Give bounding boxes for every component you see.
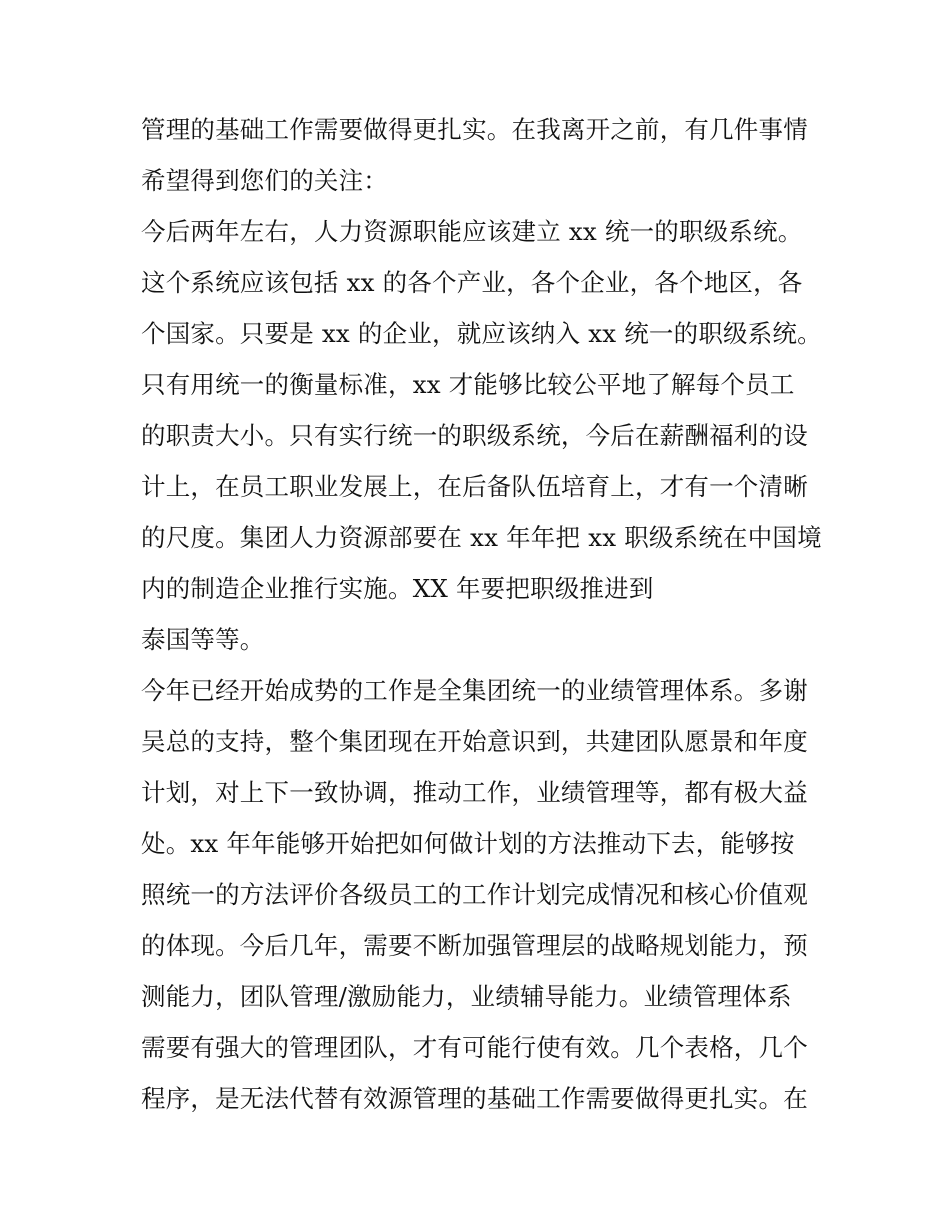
text-line: 个国家。只要是 xx 的企业，就应该纳入 xx 统一的职级系统。 <box>141 319 822 348</box>
text-line: 的职责大小。只有实行统一的职级系统，今后在薪酬福利的设 <box>141 421 808 450</box>
text-line: 泰国等等。 <box>141 625 265 654</box>
text-line: 这个系统应该包括 xx 的各个产业，各个企业，各个地区，各 <box>141 268 803 297</box>
text-line: 计上，在员工职业发展上，在后备队伍培育上，才有一个清晰 <box>141 472 808 501</box>
text-line: 内的制造企业推行实施。XX 年要把职级推进到 <box>141 574 654 603</box>
text-line: 今年已经开始成势的工作是全集团统一的业绩管理体系。多谢 <box>141 676 808 705</box>
text-line: 吴总的支持，整个集团现在开始意识到，共建团队愿景和年度 <box>141 727 808 756</box>
text-line: 只有用统一的衡量标准，xx 才能够比较公平地了解每个员工 <box>141 370 795 399</box>
text-line: 计划，对上下一致协调，推动工作，业绩管理等，都有极大益 <box>141 778 808 807</box>
text-line: 需要有强大的管理团队，才有可能行使有效。几个表格，几个 <box>141 1033 808 1062</box>
text-line: 处。xx 年年能够开始把如何做计划的方法推动下去，能够按 <box>141 829 795 858</box>
text-line: 的尺度。集团人力资源部要在 xx 年年把 xx 职级系统在中国境 <box>141 523 822 552</box>
text-line: 希望得到您们的关注： <box>141 166 388 195</box>
body-text <box>141 104 821 1124</box>
text-line: 照统一的方法评价各级员工的工作计划完成情况和核心价值观 <box>141 880 808 909</box>
text-line: 的体现。今后几年，需要不断加强管理层的战略规划能力，预 <box>141 931 808 960</box>
text-line: 测能力，团队管理/激励能力，业绩辅导能力。业绩管理体系 <box>141 982 792 1011</box>
text-line: 程序，是无法代替有效源管理的基础工作需要做得更扎实。在 <box>141 1084 808 1113</box>
text-line: 今后两年左右，人力资源职能应该建立 xx 统一的职级系统。 <box>141 217 803 246</box>
text-line: 管理的基础工作需要做得更扎实。在我离开之前，有几件事情 <box>141 115 808 144</box>
